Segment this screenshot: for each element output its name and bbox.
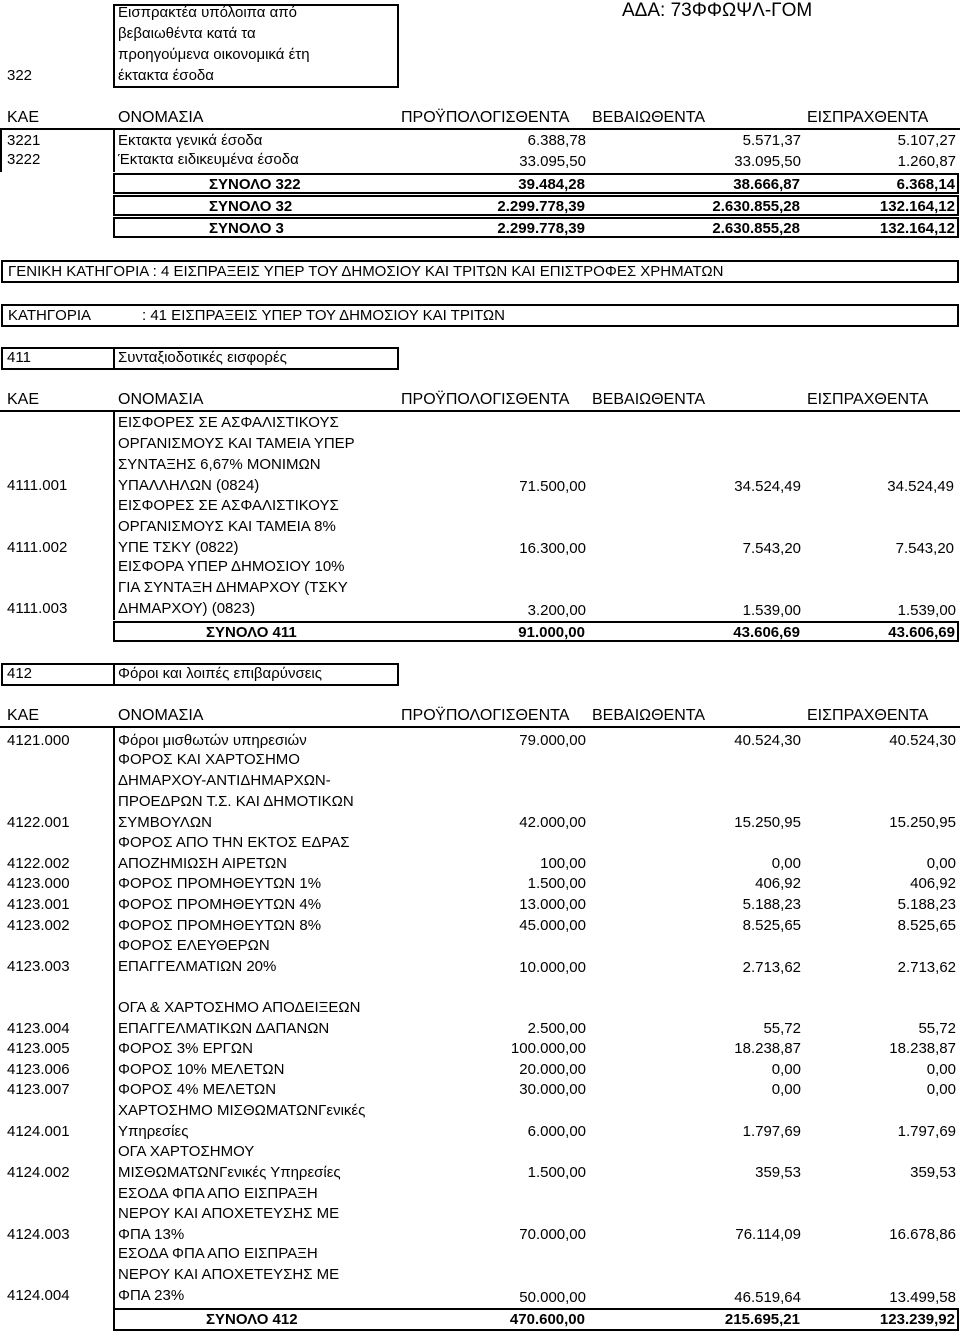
total-row-32	[113, 195, 959, 216]
row-certified: 15.250,95	[734, 814, 801, 831]
category-box	[1, 304, 959, 327]
row-name: ΦΟΡΟΣ ΠΡΟΜΗΘΕΥΤΩΝ 8%	[118, 917, 322, 934]
row-name: ΠΡΟΕΔΡΩΝ Τ.Σ. ΚΑΙ ΔΗΜΟΤΙΚΩΝ	[118, 793, 354, 810]
row-name: ΕΙΣΦΟΡΑ ΥΠΕΡ ΔΗΜΟΣΙΟΥ 10%	[118, 558, 345, 575]
total-budget: 470.600,00	[509, 1311, 585, 1328]
row-kae: 4124.002	[7, 1164, 70, 1181]
row-kae: 4124.001	[7, 1123, 70, 1140]
row-budget: 30.000,00	[519, 1081, 586, 1098]
row-name: ΑΠΟΖΗΜΙΩΣΗ ΑΙΡΕΤΩΝ	[118, 855, 287, 872]
row-name: ΟΓΑ & ΧΑΡΤΟΣΗΜΟ ΑΠΟΔΕΙΞΕΩΝ	[118, 999, 361, 1016]
row-certified: 18.238,87	[734, 1040, 801, 1057]
row-name: ΝΕΡΟΥ ΚΑΙ ΑΠΟΧΕΤΕΥΣΗΣ ΜΕ	[118, 1266, 340, 1283]
row-certified: 0,00	[771, 855, 801, 872]
section-322-title-line: Εισπρακτέα υπόλοιπα από	[118, 4, 297, 21]
row-name: ΕΠΑΓΓΕΛΜΑΤΙΩΝ 20%	[118, 958, 277, 975]
row-budget: 70.000,00	[519, 1226, 586, 1243]
row-collected: 0,00	[926, 855, 956, 872]
row-kae: 4123.000	[7, 875, 70, 892]
row-name: ΕΣΟΔΑ ΦΠΑ ΑΠΟ ΕΙΣΠΡΑΞΗ	[118, 1185, 318, 1202]
row-certified: 2.713,62	[742, 959, 801, 976]
row-name: ΦΠΑ 13%	[118, 1226, 185, 1243]
row-budget: 16.300,00	[519, 540, 586, 557]
row-kae: 3221	[7, 132, 41, 149]
row-certified: 0,00	[771, 1081, 801, 1098]
section-411-title: Συνταξιοδοτικές εισφορές	[118, 349, 287, 366]
table-column-border	[113, 412, 115, 620]
row-budget: 2.500,00	[527, 1020, 586, 1037]
total-budget: 39.484,28	[518, 176, 585, 193]
total-label: ΣΥΝΟΛΟ 411	[206, 624, 297, 641]
row-kae: 4123.001	[7, 896, 70, 913]
header-collected: ΕΙΣΠΡΑΧΘΕΝΤΑ	[807, 707, 929, 724]
row-collected: 0,00	[926, 1061, 956, 1078]
section-412-title: Φόροι και λοιπές επιβαρύνσεις	[118, 665, 322, 682]
row-name: ΕΙΣΦΟΡΕΣ ΣΕ ΑΣΦΑΛΙΣΤΙΚΟΥΣ	[118, 414, 339, 431]
total-collected: 132.164,12	[879, 220, 955, 237]
section-412-code: 412	[7, 665, 33, 682]
table-column-border	[113, 130, 115, 172]
category-label: ΚΑΤΗΓΟΡΙΑ	[8, 307, 91, 324]
table-column-border	[113, 728, 115, 1308]
row-collected: 359,53	[910, 1164, 956, 1181]
section-322-code: 322	[7, 67, 33, 84]
row-kae: 4123.005	[7, 1040, 70, 1057]
table-left-border	[0, 130, 2, 172]
row-name: ΜΙΣΘΩΜΑΤΩΝΓενικές Υπηρεσίες	[118, 1164, 341, 1181]
row-name: ΣΥΜΒΟΥΛΩΝ	[118, 814, 212, 831]
row-budget: 33.095,50	[519, 153, 586, 170]
total-certified: 38.666,87	[733, 176, 800, 193]
total-collected: 132.164,12	[879, 198, 955, 215]
row-collected: 8.525,65	[897, 917, 956, 934]
header-certified: ΒΕΒΑΙΩΘΕΝΤΑ	[592, 109, 706, 126]
total-certified: 215.695,21	[724, 1311, 800, 1328]
table-header-322	[0, 108, 960, 128]
row-name: ΦΟΡΟΣ ΠΡΟΜΗΘΕΥΤΩΝ 4%	[118, 896, 322, 913]
row-name: ΦΟΡΟΣ ΚΑΙ ΧΑΡΤΟΣΗΜΟ	[118, 751, 300, 768]
row-certified: 5.188,23	[742, 896, 801, 913]
row-certified: 5.571,37	[742, 132, 801, 149]
row-kae: 4123.007	[7, 1081, 70, 1098]
total-certified: 43.606,69	[733, 624, 800, 641]
row-budget: 6.000,00	[527, 1123, 586, 1140]
row-certified: 1.797,69	[742, 1123, 801, 1140]
section-divider	[113, 347, 115, 370]
row-collected: 13.499,58	[889, 1289, 956, 1306]
total-budget: 2.299.778,39	[497, 220, 585, 237]
row-certified: 1.539,00	[742, 602, 801, 619]
header-kae: ΚΑΕ	[7, 109, 40, 126]
row-name: ΦΟΡΟΣ 10% ΜΕΛΕΤΩΝ	[118, 1061, 285, 1078]
row-name: ΓΙΑ ΣΥΝΤΑΞΗ ΔΗΜΑΡΧΟΥ (ΤΣΚΥ	[118, 579, 348, 596]
row-certified: 40.524,30	[734, 732, 801, 749]
category-value: : 41 ΕΙΣΠΡΑΞΕΙΣ ΥΠΕΡ ΤΟΥ ΔΗΜΟΣΙΟΥ ΚΑΙ ΤΡΙΤΩΝ	[142, 307, 505, 324]
total-row-412	[113, 1308, 959, 1331]
header-budget: ΠΡΟΫΠΟΛΟΓΙΣΘΕΝΤΑ	[401, 707, 570, 724]
general-category: ΓΕΝΙΚΗ ΚΑΤΗΓΟΡΙΑ : 4 ΕΙΣΠΡΑΞΕΙΣ ΥΠΕΡ ΤΟΥ ΔΗΜΟΣΙΟΥ ΚΑΙ ΤΡΙΤΩΝ ΚΑΙ ΕΠΙΣΤΡΟΦΕΣ ΧΡΗΜΑΤΩΝ	[8, 263, 724, 280]
row-certified: 76.114,09	[735, 1226, 801, 1243]
row-name: ΣΥΝΤΑΞΗΣ 6,67% ΜΟΝΙΜΩΝ	[118, 456, 321, 473]
row-name: ΝΕΡΟΥ ΚΑΙ ΑΠΟΧΕΤΕΥΣΗΣ ΜΕ	[118, 1205, 340, 1222]
header-rule	[0, 726, 960, 728]
total-collected: 123.239,92	[879, 1311, 955, 1328]
row-kae: 4111.002	[7, 539, 68, 556]
header-certified: ΒΕΒΑΙΩΘΕΝΤΑ	[592, 391, 706, 408]
row-certified: 46.519,64	[734, 1289, 801, 1306]
row-name: ΔΗΜΑΡΧΟΥ-ΑΝΤΙΔΗΜΑΡΧΩΝ-	[118, 772, 331, 789]
row-certified: 7.543,20	[742, 540, 801, 557]
row-collected: 55,72	[918, 1020, 956, 1037]
row-name: ΕΙΣΦΟΡΕΣ ΣΕ ΑΣΦΑΛΙΣΤΙΚΟΥΣ	[118, 497, 339, 514]
header-name: ΟΝΟΜΑΣΙΑ	[118, 391, 204, 408]
row-budget: 13.000,00	[519, 896, 586, 913]
row-name: ΧΑΡΤΟΣΗΜΟ ΜΙΣΘΩΜΑΤΩΝΓενικές	[118, 1102, 366, 1119]
row-name: ΥΠΑΛΛΗΛΩΝ (0824)	[118, 477, 260, 494]
row-certified: 8.525,65	[742, 917, 801, 934]
row-certified: 0,00	[771, 1061, 801, 1078]
section-322-title-line: έκτακτα έσοδα	[118, 67, 214, 84]
section-divider	[113, 663, 115, 686]
row-name: Έκτακτα ειδικευμένα έσοδα	[118, 151, 299, 168]
row-name: ΟΓΑ ΧΑΡΤΟΣΗΜΟΥ	[118, 1143, 255, 1160]
row-collected: 40.524,30	[889, 732, 956, 749]
row-name: ΦΠΑ 23%	[118, 1287, 185, 1304]
row-budget: 79.000,00	[519, 732, 586, 749]
row-name: ΦΟΡΟΣ 4% ΜΕΛΕΤΩΝ	[118, 1081, 277, 1098]
row-certified: 406,92	[755, 875, 801, 892]
row-budget: 50.000,00	[519, 1289, 586, 1306]
row-kae: 4123.003	[7, 958, 70, 975]
row-kae: 4123.004	[7, 1020, 70, 1037]
total-certified: 2.630.855,28	[712, 220, 800, 237]
header-collected: ΕΙΣΠΡΑΧΘΕΝΤΑ	[807, 109, 929, 126]
row-kae: 4124.004	[7, 1287, 70, 1304]
header-budget: ΠΡΟΫΠΟΛΟΓΙΣΘΕΝΤΑ	[401, 391, 570, 408]
row-name: ΟΡΓΑΝΙΣΜΟΥΣ ΚΑΙ ΤΑΜΕΙΑ ΥΠΕΡ	[118, 435, 355, 452]
row-kae: 3222	[7, 151, 41, 168]
row-name: ΟΡΓΑΝΙΣΜΟΥΣ ΚΑΙ ΤΑΜΕΙΑ 8%	[118, 518, 336, 535]
total-collected: 6.368,14	[896, 176, 955, 193]
row-kae: 4111.003	[7, 600, 68, 617]
row-certified: 34.524,49	[734, 478, 801, 495]
row-collected: 18.238,87	[889, 1040, 956, 1057]
row-name: ΦΟΡΟΣ 3% ΕΡΓΩΝ	[118, 1040, 253, 1057]
row-name: Φόροι μισθωτών υπηρεσιών	[118, 732, 307, 749]
row-kae: 4123.006	[7, 1061, 70, 1078]
ada-code: ΑΔΑ: 73ΦΦΩΨΛ-ΓΟΜ	[622, 0, 813, 21]
row-kae: 4122.001	[7, 814, 70, 831]
row-budget: 1.500,00	[527, 875, 586, 892]
header-name: ΟΝΟΜΑΣΙΑ	[118, 109, 204, 126]
total-budget: 91.000,00	[518, 624, 585, 641]
row-collected: 5.107,27	[897, 132, 956, 149]
row-certified: 55,72	[763, 1020, 801, 1037]
row-collected: 406,92	[910, 875, 956, 892]
row-name: ΦΟΡΟΣ ΑΠΟ ΤΗΝ ΕΚΤΟΣ ΕΔΡΑΣ	[118, 834, 350, 851]
row-name: ΔΗΜΑΡΧΟΥ) (0823)	[118, 600, 256, 617]
header-collected: ΕΙΣΠΡΑΧΘΕΝΤΑ	[807, 391, 929, 408]
row-collected: 1.260,87	[897, 153, 956, 170]
table-header-412	[0, 706, 960, 726]
total-row-411	[113, 621, 959, 642]
row-name: Εκτακτα γενικά έσοδα	[118, 132, 263, 149]
row-collected: 16.678,86	[889, 1226, 956, 1243]
row-collected: 0,00	[926, 1081, 956, 1098]
row-collected: 5.188,23	[897, 896, 956, 913]
total-row-322	[113, 173, 959, 194]
row-collected: 1.797,69	[897, 1123, 956, 1140]
row-kae: 4123.002	[7, 917, 70, 934]
row-collected: 15.250,95	[889, 814, 956, 831]
section-411-code: 411	[7, 349, 31, 366]
general-category-box	[1, 260, 959, 283]
table-header-411	[0, 390, 960, 410]
row-budget: 3.200,00	[527, 602, 586, 619]
header-rule	[0, 410, 960, 412]
row-budget: 20.000,00	[519, 1061, 586, 1078]
row-collected: 34.524,49	[887, 478, 954, 495]
total-collected: 43.606,69	[888, 624, 955, 641]
row-budget: 42.000,00	[519, 814, 586, 831]
row-kae: 4111.001	[7, 477, 68, 494]
header-budget: ΠΡΟΫΠΟΛΟΓΙΣΘΕΝΤΑ	[401, 109, 570, 126]
row-budget: 6.388,78	[527, 132, 586, 149]
row-budget: 45.000,00	[519, 917, 586, 934]
total-row-3	[113, 217, 959, 238]
section-322-title-line: βεβαιωθέντα κατά τα	[118, 25, 256, 42]
row-budget: 1.500,00	[527, 1164, 586, 1181]
row-certified: 33.095,50	[734, 153, 801, 170]
total-label: ΣΥΝΟΛΟ 412	[206, 1311, 298, 1328]
row-name: ΦΟΡΟΣ ΕΛΕΥΘΕΡΩΝ	[118, 937, 270, 954]
section-322-title-line: προηγούμενα οικονομικά έτη	[118, 46, 310, 63]
row-kae: 4124.003	[7, 1226, 70, 1243]
total-label: ΣΥΝΟΛΟ 322	[209, 176, 301, 193]
total-budget: 2.299.778,39	[497, 198, 585, 215]
row-certified: 359,53	[755, 1164, 801, 1181]
header-rule	[0, 128, 960, 130]
row-budget: 100,00	[540, 855, 586, 872]
row-budget: 71.500,00	[519, 478, 586, 495]
row-kae: 4122.002	[7, 855, 70, 872]
total-label: ΣΥΝΟΛΟ 32	[209, 198, 293, 215]
row-collected: 7.543,20	[895, 540, 954, 557]
row-name: ΕΠΑΓΓΕΛΜΑΤΙΚΩΝ ΔΑΠΑΝΩΝ	[118, 1020, 330, 1037]
row-name: Υπηρεσίες	[118, 1123, 189, 1140]
row-collected: 2.713,62	[897, 959, 956, 976]
row-budget: 100.000,00	[510, 1040, 586, 1057]
header-certified: ΒΕΒΑΙΩΘΕΝΤΑ	[592, 707, 706, 724]
row-collected: 1.539,00	[897, 602, 956, 619]
header-kae: ΚΑΕ	[7, 391, 40, 408]
row-name: ΥΠΕ ΤΣΚΥ (0822)	[118, 539, 239, 556]
row-kae: 4121.000	[7, 732, 70, 749]
header-name: ΟΝΟΜΑΣΙΑ	[118, 707, 204, 724]
header-kae: ΚΑΕ	[7, 707, 40, 724]
row-name: ΕΣΟΔΑ ΦΠΑ ΑΠΟ ΕΙΣΠΡΑΞΗ	[118, 1245, 318, 1262]
row-budget: 10.000,00	[519, 959, 586, 976]
total-certified: 2.630.855,28	[712, 198, 800, 215]
total-label: ΣΥΝΟΛΟ 3	[209, 220, 284, 237]
row-name: ΦΟΡΟΣ ΠΡΟΜΗΘΕΥΤΩΝ 1%	[118, 875, 322, 892]
